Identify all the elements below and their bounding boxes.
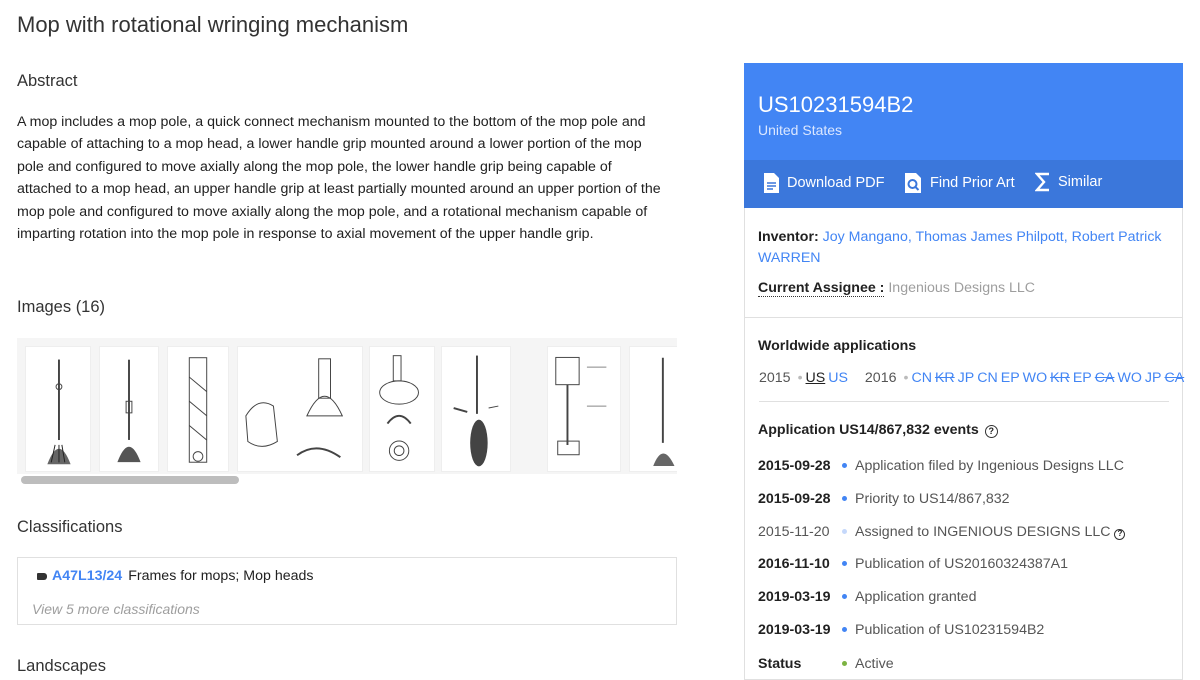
country-link[interactable]: WO	[1022, 370, 1048, 386]
year-label: 2016	[864, 370, 897, 386]
event-row	[758, 458, 1124, 474]
event-row	[758, 524, 1125, 540]
event-date: 2015-11-20	[758, 524, 830, 540]
current-assignee-line	[758, 280, 1035, 296]
image-carousel[interactable]	[17, 338, 677, 486]
event-bullet	[842, 561, 847, 566]
find-prior-art-button[interactable]: Find Prior Art	[903, 172, 1015, 194]
status-value: Active	[855, 656, 894, 672]
inventor-link[interactable]: Robert Patrick	[1071, 229, 1162, 245]
images-heading: Images (16)	[17, 298, 106, 316]
download-pdf-button[interactable]: Download PDF	[762, 172, 885, 194]
country-link[interactable]: CN	[977, 370, 998, 386]
inventor-line	[758, 229, 1162, 245]
patent-header	[744, 63, 1183, 160]
status-bullet	[842, 661, 847, 666]
event-text: Assigned to INGENIOUS DESIGNS LLC	[855, 524, 1111, 540]
country-link[interactable]: CA	[1094, 370, 1115, 386]
abstract-heading: Abstract	[17, 72, 78, 90]
event-row	[758, 556, 1068, 572]
help-icon[interactable]: ?	[985, 425, 998, 438]
worldwide-divider	[759, 401, 1169, 402]
scrollbar-thumb[interactable]	[21, 476, 239, 484]
patent-drawing-thumbnail[interactable]	[237, 346, 363, 472]
application-events-title: Application US14/867,832 events ?	[758, 422, 998, 438]
pdf-document-icon	[762, 172, 780, 194]
assignee-label: Current Assignee :	[758, 280, 885, 296]
country-link[interactable]: JP	[957, 370, 975, 386]
panel-divider	[744, 317, 1183, 318]
event-row	[758, 622, 1044, 638]
country-link[interactable]: US	[828, 370, 848, 386]
status-label: Status	[758, 656, 802, 672]
landscapes-heading: Landscapes	[17, 657, 106, 675]
patent-drawing-thumbnail[interactable]	[369, 346, 435, 472]
event-bullet	[842, 627, 847, 632]
year-label: 2015	[759, 370, 791, 386]
patent-drawing-thumbnail[interactable]	[547, 346, 621, 472]
classification-row	[37, 568, 314, 584]
event-text: Application granted	[855, 589, 977, 605]
event-text: Application filed by Ingenious Designs LLC	[855, 458, 1124, 474]
patent-country: United States	[758, 122, 843, 138]
event-date: 2019-03-19	[758, 622, 831, 638]
abstract-text: A mop includes a mop pole, a quick connect mechanism mounted to the bottom of the mop pole and capable of attaching to a mop head, a lower handle grip mounted around a lower portion of the mop pole and configured to move axially along the mop pole, the lower handle grip being capable of attached to a mop head, an upper handle grip at least partially mounted around an upper portion of the mop pole and configured to move axially along the mop pole, and a rotational mechanism capable of imparting rotation into the mop pole in response to axial movement of the upper handle grip.	[17, 114, 661, 243]
carousel-scrollbar[interactable]	[17, 474, 677, 486]
country-link[interactable]: CA	[1164, 370, 1185, 386]
event-row	[758, 589, 976, 605]
status-row	[758, 656, 894, 672]
inventor-line-continued	[758, 250, 821, 266]
comma-separator: ,	[1063, 229, 1072, 245]
event-date: 2015-09-28	[758, 458, 831, 474]
event-row	[758, 491, 1010, 507]
country-link[interactable]: EP	[1000, 370, 1020, 386]
patent-drawing-thumbnail[interactable]	[25, 346, 91, 472]
inventor-link[interactable]: WARREN	[758, 250, 821, 266]
country-link[interactable]: EP	[1072, 370, 1092, 386]
classification-code-link[interactable]: A47L13/24	[52, 568, 123, 584]
event-text: Publication of US20160324387A1	[855, 556, 1068, 572]
patent-drawing-thumbnail[interactable]	[441, 346, 511, 472]
inventor-link[interactable]: Joy Mangano	[822, 229, 908, 245]
classifications-box	[17, 557, 677, 625]
tag-icon	[37, 573, 47, 580]
country-link[interactable]: CN	[911, 370, 932, 386]
event-bullet	[842, 463, 847, 468]
event-bullet	[842, 496, 847, 501]
worldwide-applications-row	[759, 370, 1187, 386]
inventor-link[interactable]: Thomas James Philpott	[915, 229, 1064, 245]
assignee-value: Ingenious Designs LLC	[888, 280, 1036, 296]
event-date: 2015-09-28	[758, 491, 831, 507]
classifications-heading: Classifications	[17, 518, 123, 536]
help-icon[interactable]: ?	[1114, 529, 1125, 540]
event-date: 2016-11-10	[758, 556, 830, 572]
country-link[interactable]: JP	[1144, 370, 1162, 386]
comma-separator: ,	[907, 229, 916, 245]
patent-number: US10231594B2	[758, 92, 914, 117]
event-date: 2019-03-19	[758, 589, 831, 605]
sigma-icon	[1035, 172, 1051, 192]
dot-separator: •	[797, 370, 803, 386]
event-bullet	[842, 594, 847, 599]
similar-button[interactable]: Similar	[1035, 172, 1102, 192]
dot-separator: •	[903, 370, 909, 386]
event-text: Publication of US10231594B2	[855, 622, 1045, 638]
event-bullet	[842, 529, 847, 534]
country-link[interactable]: WO	[1117, 370, 1142, 386]
search-document-icon	[903, 172, 923, 194]
patent-drawing-thumbnail[interactable]	[167, 346, 229, 472]
inventor-label: Inventor:	[758, 229, 819, 245]
patent-actions-bar	[744, 160, 1183, 208]
page-title: Mop with rotational wringing mechanism	[17, 12, 409, 37]
patent-drawing-thumbnail[interactable]	[99, 346, 159, 472]
country-link[interactable]: KR	[1050, 370, 1070, 386]
country-link[interactable]: US	[805, 370, 826, 386]
worldwide-applications-title: Worldwide applications	[758, 338, 917, 354]
view-more-classifications-link[interactable]: View 5 more classifications	[32, 601, 200, 617]
country-link[interactable]: KR	[934, 370, 955, 386]
event-text: Priority to US14/867,832	[855, 491, 1010, 507]
patent-drawing-thumbnail[interactable]	[629, 346, 677, 472]
classification-description: Frames for mops; Mop heads	[128, 568, 314, 584]
